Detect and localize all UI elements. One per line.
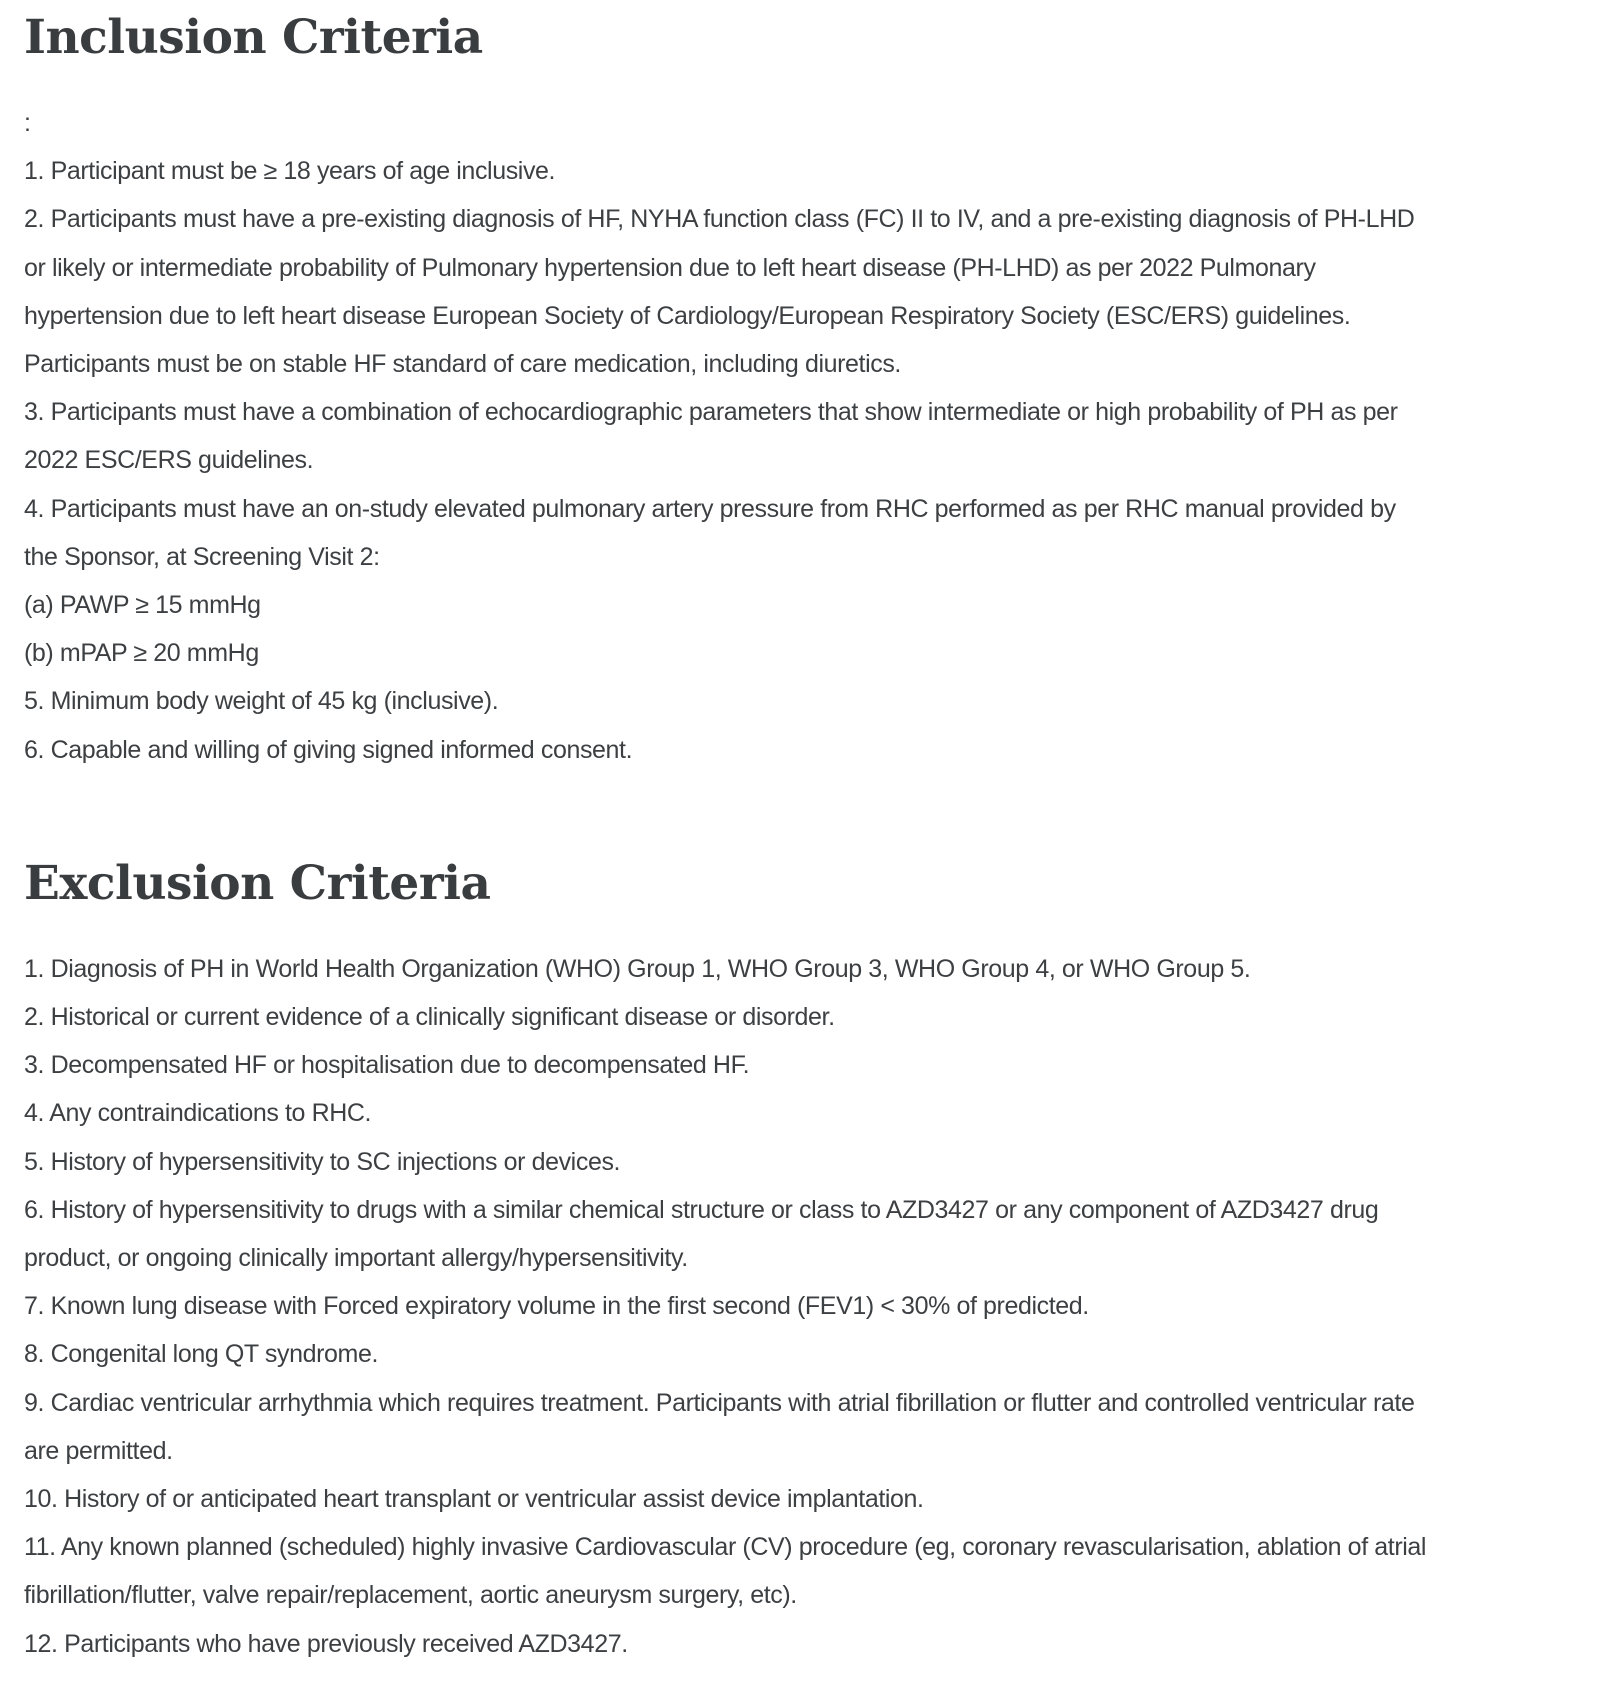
inclusion-line: hypertension due to left heart disease European Society of Cardiology/European Respiratory Society (ESC/ERS) guidelines. bbox=[24, 301, 1351, 330]
inclusion-line: or likely or intermediate probability of Pulmonary hypertension due to left heart disease (PH-LHD) as per 2022 Pulmonary bbox=[24, 253, 1316, 282]
inclusion-line: 5. Minimum body weight of 45 kg (inclusive). bbox=[24, 687, 499, 716]
exclusion-line: 9. Cardiac ventricular arrhythmia which requires treatment. Participants with atrial fibrillation or flutter and controlled ventricular rate bbox=[24, 1388, 1415, 1417]
exclusion-line: 2. Historical or current evidence of a clinically significant disease or disorder. bbox=[24, 1003, 835, 1032]
exclusion-section bbox=[24, 855, 1588, 1668]
inclusion-line: Participants must be on stable HF standard of care medication, including diuretics. bbox=[24, 350, 901, 379]
exclusion-line: 5. History of hypersensitivity to SC injections or devices. bbox=[24, 1147, 621, 1176]
exclusion-line: 7. Known lung disease with Forced expiratory volume in the first second (FEV1) < 30% of predicted. bbox=[24, 1292, 1089, 1321]
exclusion-line: 3. Decompensated HF or hospitalisation due to decompensated HF. bbox=[24, 1051, 750, 1080]
inclusion-line: 2022 ESC/ERS guidelines. bbox=[24, 446, 314, 475]
inclusion-line: the Sponsor, at Screening Visit 2: bbox=[24, 542, 380, 571]
inclusion-line: 1. Participant must be ≥ 18 years of age inclusive. bbox=[24, 157, 556, 186]
exclusion-line: 4. Any contraindications to RHC. bbox=[24, 1099, 372, 1128]
inclusion-heading: Inclusion Criteria bbox=[24, 10, 483, 65]
inclusion-section bbox=[24, 0, 1588, 774]
exclusion-line: product, or ongoing clinically important allergy/hypersensitivity. bbox=[24, 1244, 688, 1273]
inclusion-line: (b) mPAP ≥ 20 mmHg bbox=[24, 639, 259, 668]
inclusion-line: 6. Capable and willing of giving signed informed consent. bbox=[24, 735, 633, 764]
exclusion-line: 12. Participants who have previously received AZD3427. bbox=[24, 1629, 628, 1658]
exclusion-line: 6. History of hypersensitivity to drugs with a similar chemical structure or class to AZD3427 or any component of AZD3427 drug bbox=[24, 1195, 1379, 1224]
exclusion-line: fibrillation/flutter, valve repair/replacement, aortic aneurysm surgery, etc). bbox=[24, 1581, 797, 1610]
inclusion-line: 4. Participants must have an on-study elevated pulmonary artery pressure from RHC performed as per RHC manual provided by bbox=[24, 494, 1396, 523]
exclusion-heading: Exclusion Criteria bbox=[24, 855, 491, 911]
exclusion-line: 11. Any known planned (scheduled) highly invasive Cardiovascular (CV) procedure (eg, coronary revascularisation, ablation of atrial bbox=[24, 1533, 1427, 1562]
exclusion-line: are permitted. bbox=[24, 1436, 173, 1465]
exclusion-line: 1. Diagnosis of PH in World Health Organization (WHO) Group 1, WHO Group 3, WHO Group 4, or WHO Group 5. bbox=[24, 954, 1251, 983]
inclusion-line: (a) PAWP ≥ 15 mmHg bbox=[24, 591, 261, 620]
inclusion-line: 2. Participants must have a pre-existing diagnosis of HF, NYHA function class (FC) II to IV, and a pre-existing diagnosis of PH-LHD bbox=[24, 205, 1415, 234]
inclusion-intro: : bbox=[24, 109, 31, 137]
inclusion-line: 3. Participants must have a combination of echocardiographic parameters that show intermediate or high probability of PH as per bbox=[24, 398, 1398, 427]
exclusion-line: 10. History of or anticipated heart transplant or ventricular assist device implantation. bbox=[24, 1485, 924, 1514]
exclusion-list bbox=[24, 945, 1588, 1668]
inclusion-list bbox=[24, 99, 1588, 774]
exclusion-line: 8. Congenital long QT syndrome. bbox=[24, 1340, 379, 1369]
